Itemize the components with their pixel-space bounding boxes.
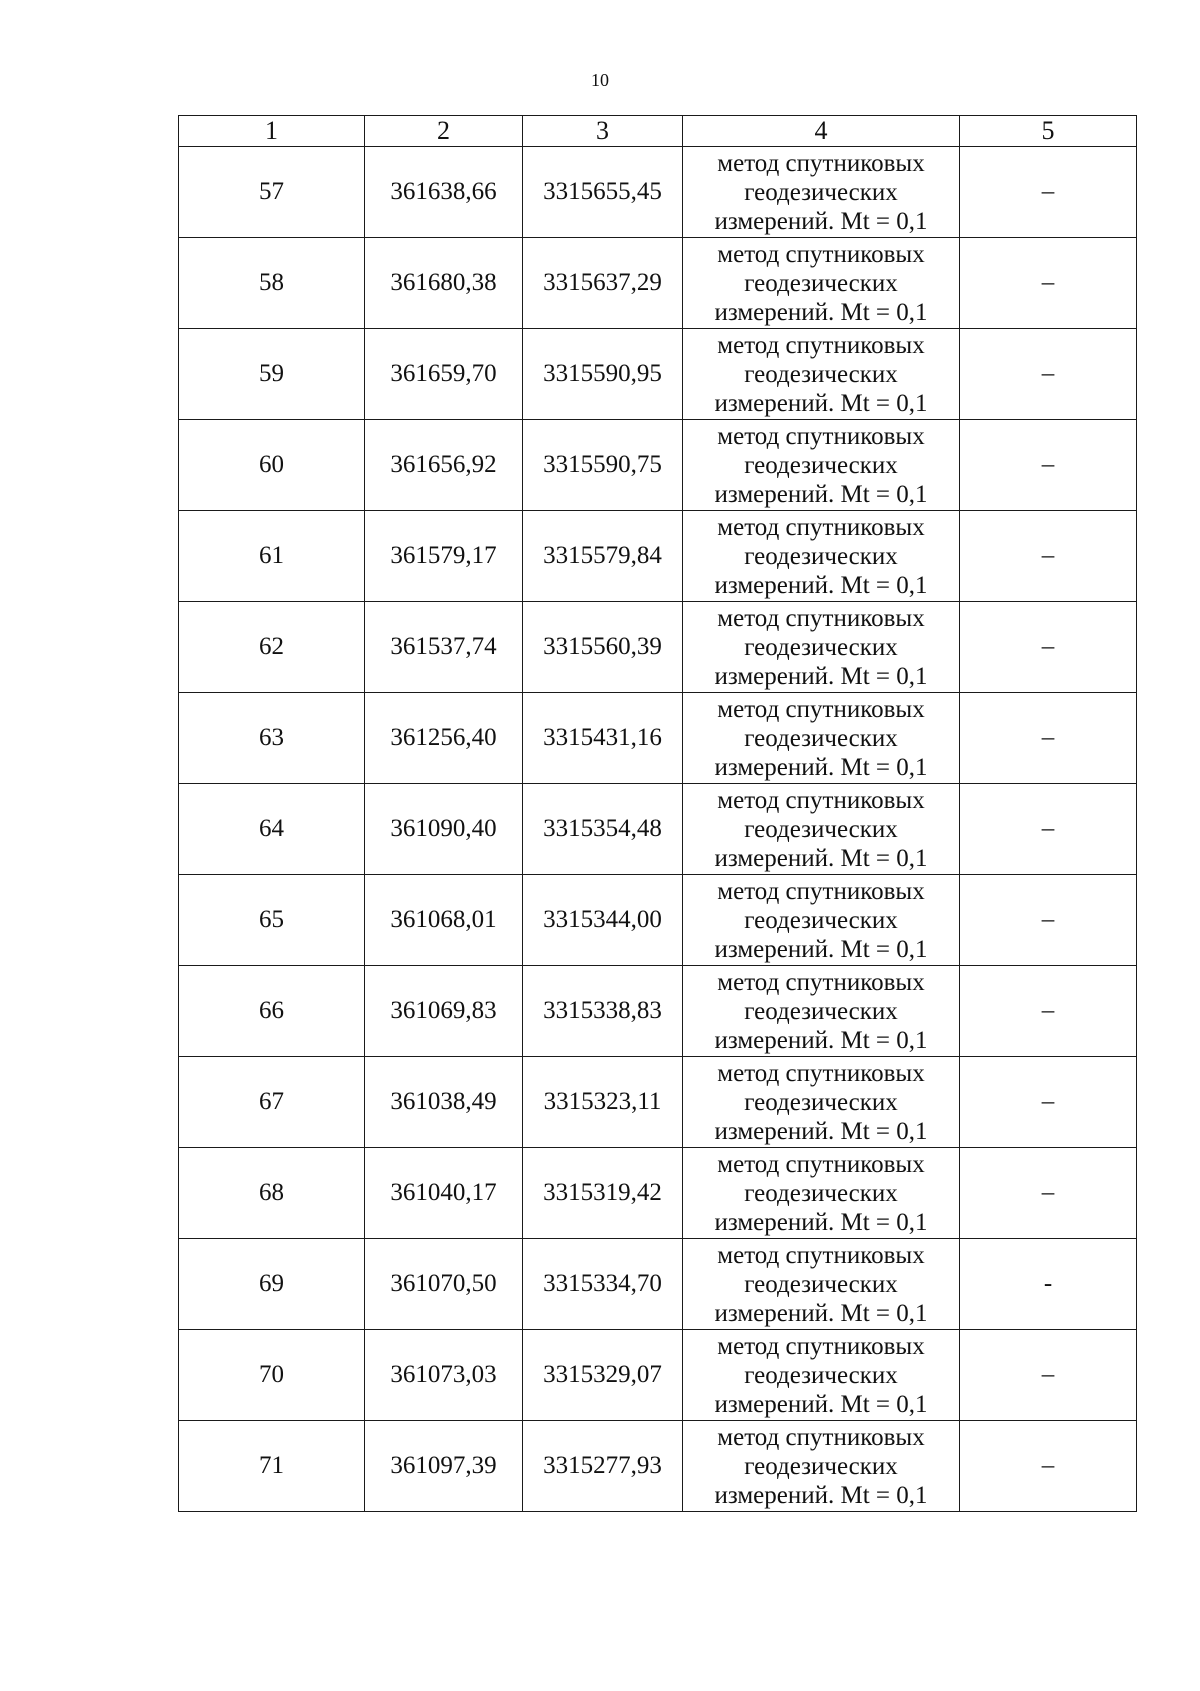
x-coordinate-cell: 361579,17 xyxy=(365,511,523,602)
point-number-cell: 62 xyxy=(179,602,365,693)
note-cell: – xyxy=(960,602,1137,693)
y-coordinate-cell: 3315354,48 xyxy=(523,784,683,875)
method-text-line: измерений. Mt = 0,1 xyxy=(714,1481,928,1509)
method-text-line: измерений. Mt = 0,1 xyxy=(714,389,928,417)
method-text-line: геодезических xyxy=(744,1270,898,1298)
method-cell xyxy=(683,1330,960,1421)
method-text-line: геодезических xyxy=(744,542,898,570)
method-cell xyxy=(683,511,960,602)
table-row xyxy=(179,329,1137,420)
method-text-line: метод спутниковых xyxy=(717,877,925,905)
x-coordinate-cell: 361659,70 xyxy=(365,329,523,420)
x-coordinate-cell: 361680,38 xyxy=(365,238,523,329)
table-row xyxy=(179,1239,1137,1330)
y-coordinate-cell: 3315344,00 xyxy=(523,875,683,966)
note-cell: – xyxy=(960,693,1137,784)
method-text-line: измерений. Mt = 0,1 xyxy=(714,298,928,326)
y-coordinate-cell: 3315431,16 xyxy=(523,693,683,784)
method-text-line: измерений. Mt = 0,1 xyxy=(714,1390,928,1418)
method-text-line: геодезических xyxy=(744,815,898,843)
method-text-line: геодезических xyxy=(744,906,898,934)
method-text-line: метод спутниковых xyxy=(717,240,925,268)
x-coordinate-cell: 361073,03 xyxy=(365,1330,523,1421)
point-number-cell: 59 xyxy=(179,329,365,420)
table-row xyxy=(179,238,1137,329)
header-col-4: 4 xyxy=(683,116,960,147)
method-text-line: геодезических xyxy=(744,1361,898,1389)
method-cell xyxy=(683,966,960,1057)
method-text-line: геодезических xyxy=(744,633,898,661)
method-text-line: метод спутниковых xyxy=(717,604,925,632)
x-coordinate-cell: 361070,50 xyxy=(365,1239,523,1330)
table-row xyxy=(179,147,1137,238)
method-text-line: метод спутниковых xyxy=(717,1150,925,1178)
method-text-line: измерений. Mt = 0,1 xyxy=(714,844,928,872)
point-number-cell: 63 xyxy=(179,693,365,784)
method-cell xyxy=(683,875,960,966)
method-text-line: геодезических xyxy=(744,360,898,388)
table-row xyxy=(179,1330,1137,1421)
header-col-1: 1 xyxy=(179,116,365,147)
x-coordinate-cell: 361040,17 xyxy=(365,1148,523,1239)
method-text-line: геодезических xyxy=(744,1452,898,1480)
table-row xyxy=(179,693,1137,784)
y-coordinate-cell: 3315319,42 xyxy=(523,1148,683,1239)
y-coordinate-cell: 3315334,70 xyxy=(523,1239,683,1330)
method-text-line: метод спутниковых xyxy=(717,1059,925,1087)
x-coordinate-cell: 361097,39 xyxy=(365,1421,523,1512)
method-text-line: метод спутниковых xyxy=(717,695,925,723)
note-cell: – xyxy=(960,1057,1137,1148)
x-coordinate-cell: 361638,66 xyxy=(365,147,523,238)
method-text-line: метод спутниковых xyxy=(717,968,925,996)
method-text-line: геодезических xyxy=(744,1179,898,1207)
method-text-line: геодезических xyxy=(744,724,898,752)
point-number-cell: 66 xyxy=(179,966,365,1057)
note-cell: – xyxy=(960,420,1137,511)
method-cell xyxy=(683,784,960,875)
header-col-3: 3 xyxy=(523,116,683,147)
method-cell xyxy=(683,693,960,784)
method-text-line: метод спутниковых xyxy=(717,422,925,450)
method-text-line: геодезических xyxy=(744,997,898,1025)
method-text-line: метод спутниковых xyxy=(717,331,925,359)
y-coordinate-cell: 3315277,93 xyxy=(523,1421,683,1512)
y-coordinate-cell: 3315637,29 xyxy=(523,238,683,329)
method-text-line: геодезических xyxy=(744,1088,898,1116)
header-row xyxy=(179,116,1137,147)
method-text-line: измерений. Mt = 0,1 xyxy=(714,935,928,963)
y-coordinate-cell: 3315655,45 xyxy=(523,147,683,238)
method-text-line: геодезических xyxy=(744,451,898,479)
point-number-cell: 60 xyxy=(179,420,365,511)
method-cell xyxy=(683,420,960,511)
table-row xyxy=(179,784,1137,875)
y-coordinate-cell: 3315579,84 xyxy=(523,511,683,602)
note-cell: - xyxy=(960,1239,1137,1330)
point-number-cell: 67 xyxy=(179,1057,365,1148)
point-number-cell: 71 xyxy=(179,1421,365,1512)
note-cell: – xyxy=(960,966,1137,1057)
method-cell xyxy=(683,1421,960,1512)
method-text-line: метод спутниковых xyxy=(717,149,925,177)
method-text-line: измерений. Mt = 0,1 xyxy=(714,1117,928,1145)
method-text-line: измерений. Mt = 0,1 xyxy=(714,1208,928,1236)
y-coordinate-cell: 3315590,75 xyxy=(523,420,683,511)
note-cell: – xyxy=(960,238,1137,329)
method-text-line: измерений. Mt = 0,1 xyxy=(714,1026,928,1054)
note-cell: – xyxy=(960,1421,1137,1512)
x-coordinate-cell: 361090,40 xyxy=(365,784,523,875)
table-row xyxy=(179,875,1137,966)
point-number-cell: 65 xyxy=(179,875,365,966)
table-row xyxy=(179,511,1137,602)
table-header xyxy=(179,116,1137,147)
table-row xyxy=(179,1148,1137,1239)
note-cell: – xyxy=(960,147,1137,238)
method-text-line: измерений. Mt = 0,1 xyxy=(714,207,928,235)
method-cell xyxy=(683,238,960,329)
table-row xyxy=(179,420,1137,511)
method-text-line: метод спутниковых xyxy=(717,1423,925,1451)
method-text-line: метод спутниковых xyxy=(717,1241,925,1269)
method-cell xyxy=(683,147,960,238)
note-cell: – xyxy=(960,1330,1137,1421)
note-cell: – xyxy=(960,329,1137,420)
x-coordinate-cell: 361537,74 xyxy=(365,602,523,693)
method-text-line: метод спутниковых xyxy=(717,786,925,814)
method-cell xyxy=(683,1239,960,1330)
table-body xyxy=(179,147,1137,1512)
y-coordinate-cell: 3315338,83 xyxy=(523,966,683,1057)
method-text-line: измерений. Mt = 0,1 xyxy=(714,1299,928,1327)
table-row xyxy=(179,1421,1137,1512)
point-number-cell: 64 xyxy=(179,784,365,875)
method-text-line: измерений. Mt = 0,1 xyxy=(714,662,928,690)
note-cell: – xyxy=(960,1148,1137,1239)
method-text-line: измерений. Mt = 0,1 xyxy=(714,753,928,781)
point-number-cell: 57 xyxy=(179,147,365,238)
coordinates-table xyxy=(178,115,1137,1512)
method-text-line: метод спутниковых xyxy=(717,513,925,541)
x-coordinate-cell: 361069,83 xyxy=(365,966,523,1057)
method-text-line: измерений. Mt = 0,1 xyxy=(714,480,928,508)
header-col-2: 2 xyxy=(365,116,523,147)
note-cell: – xyxy=(960,875,1137,966)
note-cell: – xyxy=(960,511,1137,602)
method-cell xyxy=(683,329,960,420)
x-coordinate-cell: 361038,49 xyxy=(365,1057,523,1148)
point-number-cell: 58 xyxy=(179,238,365,329)
method-cell xyxy=(683,1057,960,1148)
method-text-line: измерений. Mt = 0,1 xyxy=(714,571,928,599)
point-number-cell: 61 xyxy=(179,511,365,602)
table-row xyxy=(179,602,1137,693)
y-coordinate-cell: 3315590,95 xyxy=(523,329,683,420)
method-text-line: геодезических xyxy=(744,178,898,206)
table-row xyxy=(179,966,1137,1057)
point-number-cell: 69 xyxy=(179,1239,365,1330)
table-row xyxy=(179,1057,1137,1148)
point-number-cell: 68 xyxy=(179,1148,365,1239)
x-coordinate-cell: 361256,40 xyxy=(365,693,523,784)
x-coordinate-cell: 361656,92 xyxy=(365,420,523,511)
method-text-line: метод спутниковых xyxy=(717,1332,925,1360)
method-cell xyxy=(683,1148,960,1239)
x-coordinate-cell: 361068,01 xyxy=(365,875,523,966)
method-cell xyxy=(683,602,960,693)
header-col-5: 5 xyxy=(960,116,1137,147)
y-coordinate-cell: 3315560,39 xyxy=(523,602,683,693)
method-text-line: геодезических xyxy=(744,269,898,297)
y-coordinate-cell: 3315323,11 xyxy=(523,1057,683,1148)
page-number: 10 xyxy=(591,70,609,90)
note-cell: – xyxy=(960,784,1137,875)
point-number-cell: 70 xyxy=(179,1330,365,1421)
y-coordinate-cell: 3315329,07 xyxy=(523,1330,683,1421)
